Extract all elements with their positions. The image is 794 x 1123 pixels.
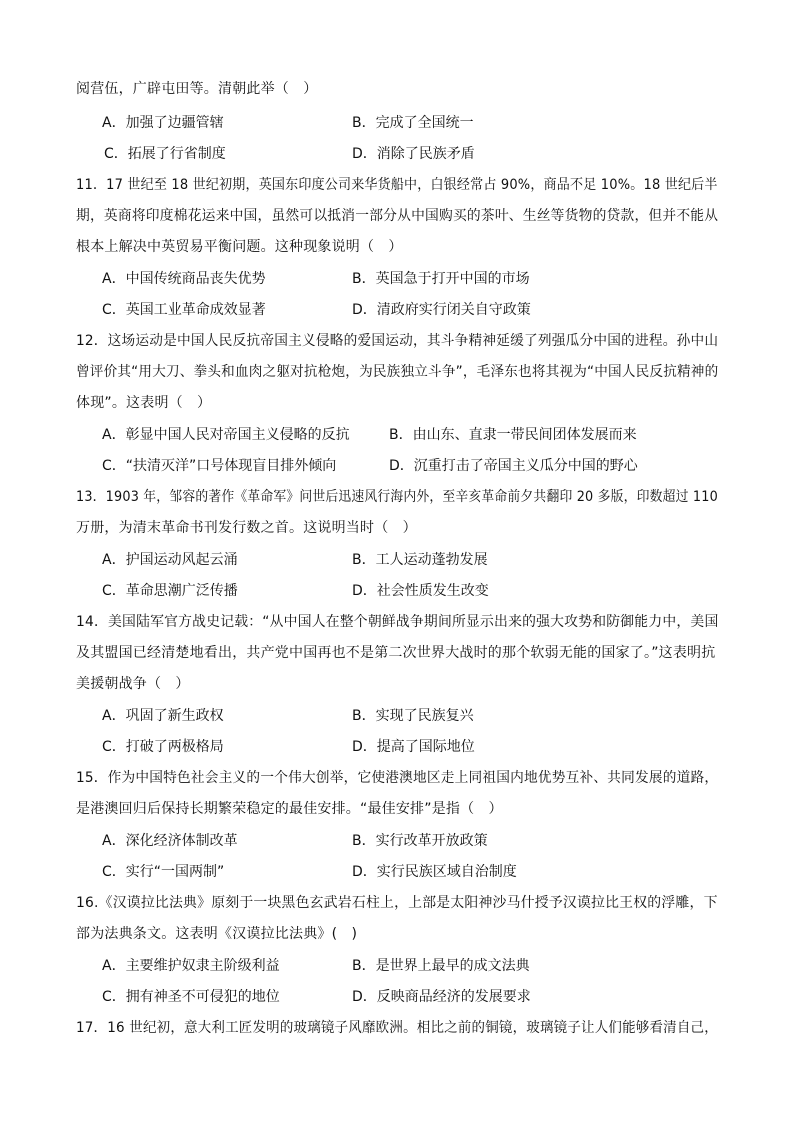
option-a: A．彰显中国人民对帝国主义侵略的反抗: [102, 427, 350, 443]
question-16-line-1: 16.《汉谟拉比法典》原刻于一块黑色玄武岩石柱上，上部是太阳神沙马什授予汉谟拉比王权的浮雕，下: [76, 895, 718, 911]
question-15-line-2: 是港澳回归后保持长期繁荣稳定的最佳安排。“最佳安排”是指（ ）: [76, 801, 503, 817]
question-12-line-2: 曾评价其“用大刀、拳头和血肉之躯对抗枪炮，为民族独立斗争”，毛泽东也将其视为“中国人民反抗精神的: [76, 364, 719, 380]
option-b: B．完成了全国统一: [352, 115, 474, 131]
option-b: B．是世界上最早的成文法典: [352, 958, 530, 974]
option-a: A．加强了边疆管辖: [102, 115, 224, 131]
option-d: D．实行民族区域自治制度: [352, 864, 517, 880]
option-b: B．实现了民族复兴: [352, 708, 474, 724]
option-b: B．英国急于打开中国的市场: [352, 271, 530, 287]
option-c: C．“扶清灭洋”口号体现盲目排外倾向: [102, 458, 337, 474]
question-12-line-1: 12．这场运动是中国人民反抗帝国主义侵略的爱国运动，其斗争精神延缓了列强瓜分中国的进程。孙中山: [76, 333, 719, 349]
option-d: D．消除了民族矛盾: [352, 146, 475, 162]
option-a: A．巩固了新生政权: [102, 708, 224, 724]
option-a: A．中国传统商品丧失优势: [102, 271, 266, 287]
question-14-line-2: 及其盟国已经清楚地看出，共产党中国再也不是第二次世界大战时的那个软弱无能的国家了。”这表明抗: [76, 645, 716, 661]
option-c: C．英国工业革命成效显著: [102, 302, 266, 318]
question-10-tail: 阅营伍，广辟屯田等。清朝此举（ ）: [76, 81, 318, 97]
option-a: A．主要维护奴隶主阶级利益: [102, 958, 280, 974]
question-13-line-2: 万册，为清末革命书刊发行数之首。这说明当时（ ）: [76, 520, 417, 536]
question-11-line-1: 11．17 世纪至 18 世纪初期，英国东印度公司来华货船中，白银经常占 90%，商品不足 10%。18 世纪后半: [76, 177, 718, 193]
question-17-line-1: 17．16 世纪初，意大利工匠发明的玻璃镜子风靡欧洲。相比之前的铜镜，玻璃镜子让人们能够看清自己，: [76, 1020, 718, 1036]
option-c: C．拓展了行省制度: [104, 146, 226, 162]
option-c: C．实行“一国两制”: [102, 864, 225, 880]
option-c: C．革命思潮广泛传播: [102, 583, 238, 599]
option-b: B．实行改革开放政策: [352, 833, 488, 849]
option-d: D．社会性质发生改变: [352, 583, 489, 599]
option-d: D．提高了国际地位: [352, 739, 475, 755]
question-14-line-1: 14．美国陆军官方战史记载：“从中国人在整个朝鲜战争期间所显示出来的强大攻势和防御能力中，美国: [76, 614, 719, 630]
option-d: D．清政府实行闭关自守政策: [352, 302, 531, 318]
option-c: C．打破了两极格局: [102, 739, 224, 755]
question-11-line-3: 根本上解决中英贸易平衡问题。这种现象说明（ ）: [76, 239, 403, 255]
question-12-line-3: 体现”。这表明（ ）: [76, 395, 212, 411]
option-d: D．沉重打击了帝国主义瓜分中国的野心: [389, 458, 638, 474]
option-d: D．反映商品经济的发展要求: [352, 989, 531, 1005]
question-15-line-1: 15．作为中国特色社会主义的一个伟大创举，它使港澳地区走上同祖国内地优势互补、共同发展的道路，: [76, 770, 719, 786]
question-14-line-3: 美援朝战争（ ）: [76, 676, 190, 692]
option-c: C．拥有神圣不可侵犯的地位: [102, 989, 280, 1005]
question-11-line-2: 期，英商将印度棉花运来中国，虽然可以抵消一部分从中国购买的茶叶、生丝等货物的贷款，但并不能从: [76, 208, 719, 224]
option-b: B．由山东、直隶一带民间团体发展而来: [389, 427, 637, 443]
option-a: A．深化经济体制改革: [102, 833, 238, 849]
option-a: A．护国运动风起云涌: [102, 552, 238, 568]
option-b: B．工人运动蓬勃发展: [352, 552, 488, 568]
question-16-line-2: 部为法典条文。这表明《汉谟拉比法典》( ): [76, 926, 358, 942]
question-13-line-1: 13．1903 年，邹容的著作《革命军》问世后迅速风行海内外，至辛亥革命前夕共翻印 20 多版，印数超过 110: [76, 489, 718, 505]
